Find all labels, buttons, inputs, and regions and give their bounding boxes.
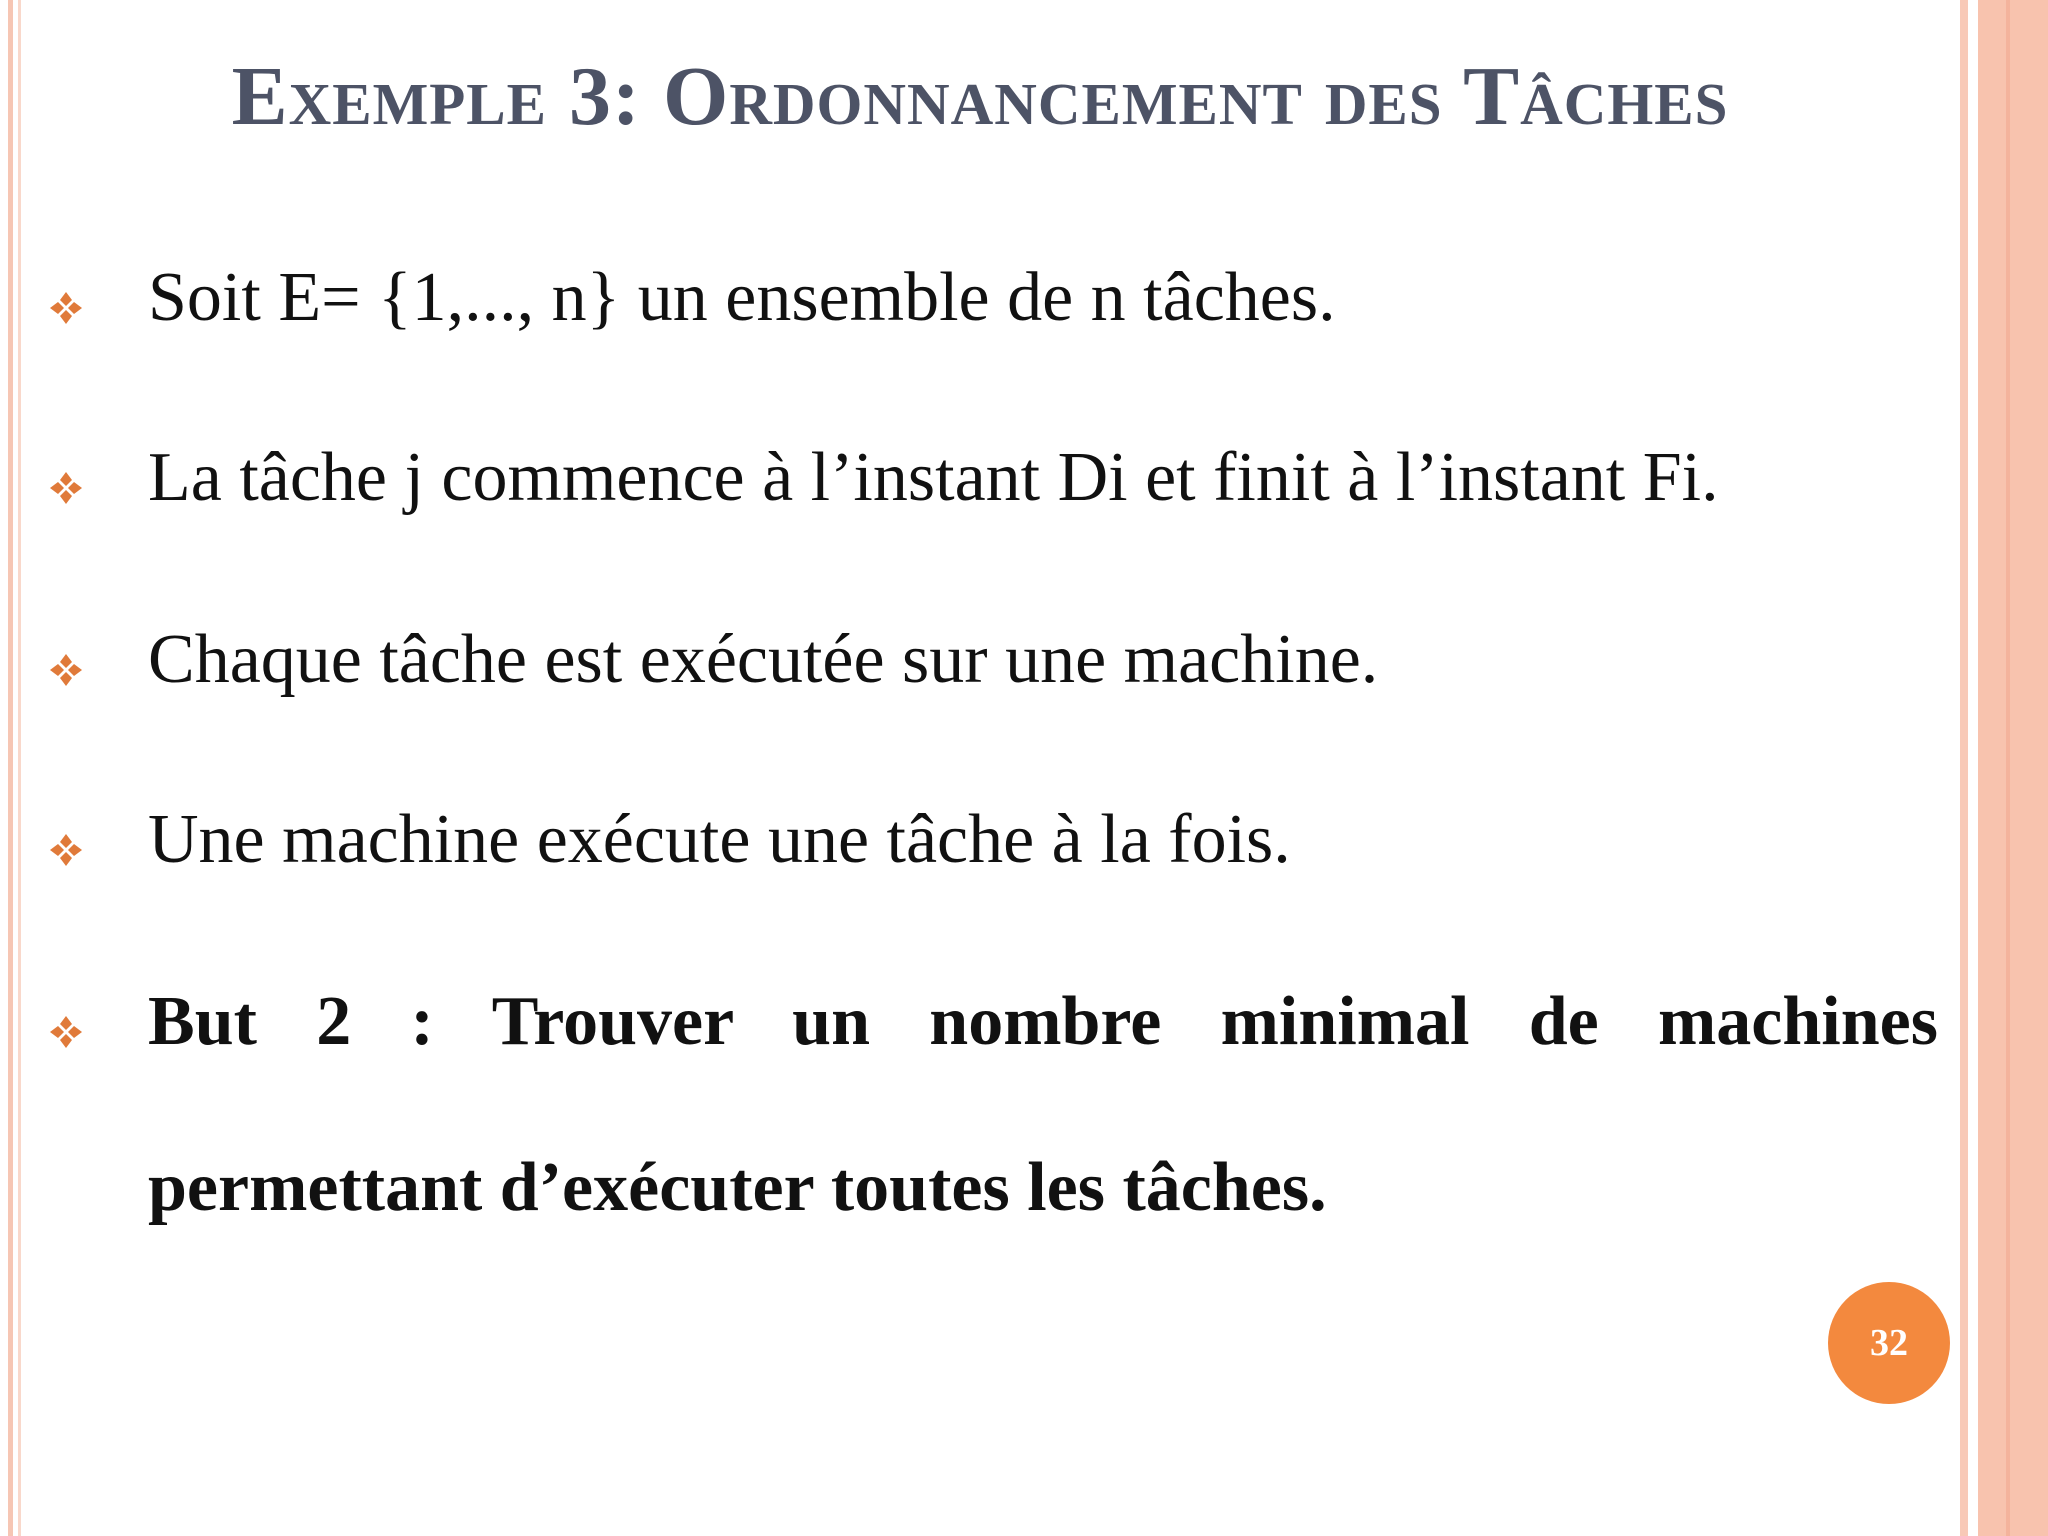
left-border-line-inner — [18, 0, 21, 1536]
bullet-text: La tâche j commence à l’instant Di et finit à l’instant Fi. — [148, 439, 1719, 516]
goal-text — [148, 982, 1938, 1226]
four-diamond-bullet-icon — [48, 290, 84, 326]
four-diamond-bullet-icon — [48, 470, 84, 506]
right-border-line — [1960, 0, 1968, 1536]
goal-line-2: permettant d’exécuter toutes les tâches. — [148, 1149, 1327, 1226]
right-border-band — [1978, 0, 2048, 1536]
four-diamond-bullet-icon — [48, 652, 84, 688]
goal-line-1: But 2 : Trouver un nombre minimal de machines — [148, 983, 1938, 1060]
four-diamond-bullet-icon — [48, 1014, 84, 1050]
bullet-text: Soit E= {1,..., n} un ensemble de n tâches. — [148, 259, 1336, 336]
bullet-text: Une machine exécute une tâche à la fois. — [148, 801, 1291, 878]
bullet-text: Chaque tâche est exécutée sur une machine. — [148, 621, 1379, 698]
right-border-band-line — [2006, 0, 2010, 1536]
four-diamond-bullet-icon — [48, 832, 84, 868]
slide-title: Exemple 3: Ordonnancement des Tâches — [231, 50, 1729, 143]
page-number-badge: 32 — [1828, 1282, 1950, 1404]
left-border-line — [8, 0, 13, 1536]
